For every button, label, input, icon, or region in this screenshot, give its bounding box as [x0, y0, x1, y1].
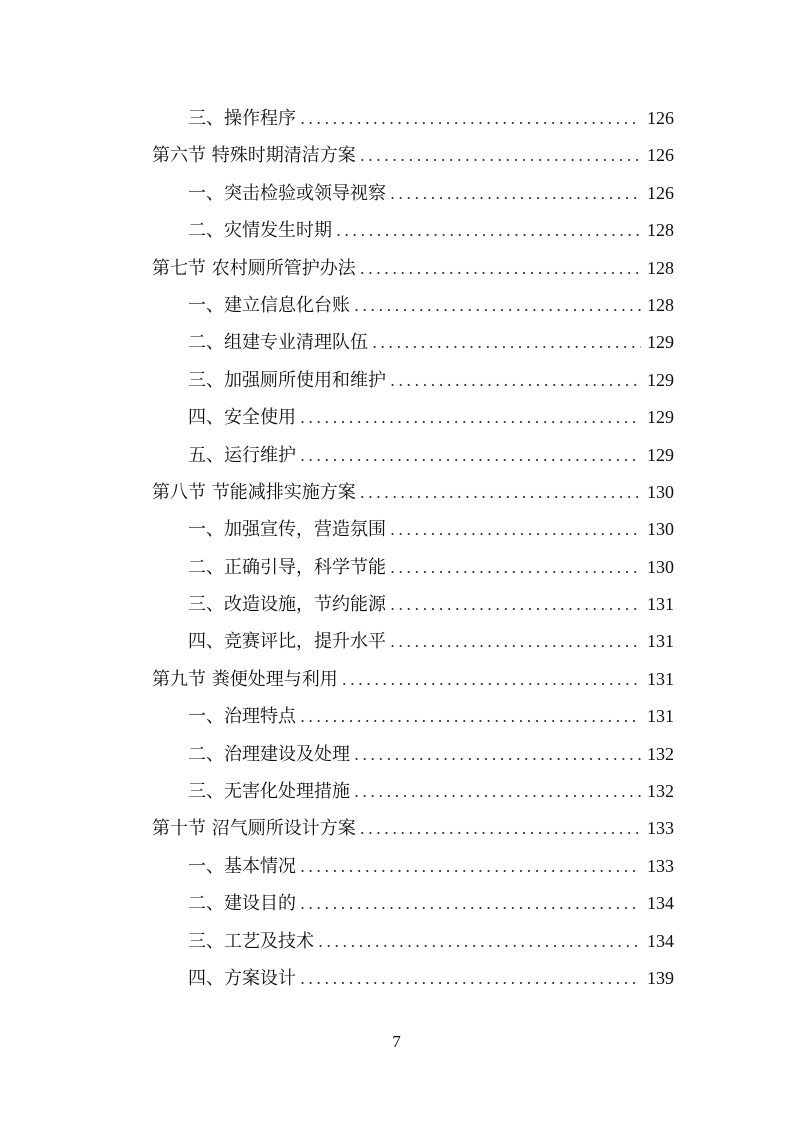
dot-leader [390, 175, 641, 212]
table-of-contents [152, 100, 674, 997]
toc-entry[interactable] [152, 848, 674, 885]
dot-leader [354, 736, 641, 773]
toc-entry-page: 128 [647, 294, 674, 315]
toc-entry-title: 第九节 粪便处理与利用 [152, 668, 338, 690]
toc-entry[interactable] [152, 212, 674, 249]
toc-entry-page: 132 [647, 743, 674, 764]
dot-leader [390, 623, 641, 660]
dot-leader [390, 511, 641, 548]
dot-leader [372, 324, 641, 361]
toc-entry-page: 134 [647, 893, 674, 914]
toc-entry-title: 三、工艺及技术 [188, 930, 314, 952]
toc-entry-page: 130 [647, 481, 674, 502]
toc-entry[interactable] [152, 960, 674, 997]
dot-leader [300, 848, 641, 885]
toc-entry-page: 126 [647, 108, 674, 128]
dot-leader [390, 549, 641, 586]
toc-entry-title: 四、安全使用 [188, 407, 296, 429]
toc-entry-title: 四、竞赛评比，提升水平 [188, 631, 386, 653]
toc-entry-page: 129 [647, 332, 674, 353]
toc-entry-title: 一、突击检验或领导视察 [188, 182, 386, 204]
toc-entry-title: 一、基本情况 [188, 855, 296, 877]
toc-entry[interactable] [152, 399, 674, 436]
toc-entry[interactable] [152, 362, 674, 399]
dot-leader [360, 810, 641, 847]
toc-entry-title: 一、治理特点 [188, 706, 296, 728]
toc-entry-page: 130 [647, 556, 674, 577]
toc-entry[interactable] [152, 137, 674, 174]
dot-leader [300, 437, 641, 474]
toc-entry[interactable] [152, 586, 674, 623]
toc-entry[interactable] [152, 810, 674, 847]
toc-entry-page: 126 [647, 182, 674, 203]
toc-entry-page: 133 [647, 818, 674, 839]
toc-entry[interactable] [152, 511, 674, 548]
toc-entry-page: 131 [647, 631, 674, 652]
toc-entry-title: 一、建立信息化台账 [188, 294, 350, 316]
toc-entry-page: 131 [647, 706, 674, 727]
toc-entry[interactable] [152, 437, 674, 474]
toc-entry-page: 128 [647, 220, 674, 241]
toc-entry-title: 三、改造设施，节约能源 [188, 594, 386, 616]
toc-entry-page: 132 [647, 781, 674, 802]
toc-entry[interactable] [152, 923, 674, 960]
toc-entry-page: 129 [647, 444, 674, 465]
toc-entry[interactable] [152, 661, 674, 698]
toc-entry[interactable] [152, 885, 674, 922]
toc-entry[interactable] [152, 736, 674, 773]
toc-entry-page: 129 [647, 407, 674, 428]
dot-leader [354, 287, 641, 324]
page-number: 7 [392, 1032, 401, 1051]
toc-entry-title: 第七节 农村厕所管护办法 [152, 257, 356, 279]
toc-entry-title: 第八节 节能减排实施方案 [152, 481, 356, 503]
toc-entry-page: 131 [647, 668, 674, 689]
toc-entry-title: 四、方案设计 [188, 967, 296, 989]
toc-entry[interactable] [152, 623, 674, 660]
toc-entry-title: 二、治理建设及处理 [188, 743, 350, 765]
toc-entry-page: 130 [647, 519, 674, 540]
toc-entry[interactable] [152, 287, 674, 324]
toc-entry-page: 133 [647, 855, 674, 876]
dot-leader [342, 661, 641, 698]
dot-leader [360, 137, 641, 174]
dot-leader [300, 960, 641, 997]
toc-entry-page: 139 [647, 967, 674, 988]
dot-leader [360, 474, 641, 511]
toc-entry-title: 一、加强宣传，营造氛围 [188, 519, 386, 541]
dot-leader [300, 698, 641, 735]
toc-entry-title: 二、建设目的 [188, 893, 296, 915]
dot-leader [300, 399, 641, 436]
toc-entry[interactable] [152, 549, 674, 586]
dot-leader [318, 923, 641, 960]
toc-entry[interactable] [152, 698, 674, 735]
toc-entry-title: 二、正确引导，科学节能 [188, 556, 386, 578]
dot-leader [336, 212, 641, 249]
toc-entry-title: 第十节 沼气厕所设计方案 [152, 818, 356, 840]
toc-entry-page: 128 [647, 257, 674, 278]
toc-entry-title: 三、操作程序 [188, 108, 296, 129]
toc-entry-title: 三、加强厕所使用和维护 [188, 369, 386, 391]
dot-leader [354, 773, 641, 810]
dot-leader [300, 885, 641, 922]
toc-entry-title: 二、组建专业清理队伍 [188, 332, 368, 354]
toc-entry-title: 三、无害化处理措施 [188, 781, 350, 803]
dot-leader [360, 250, 641, 287]
dot-leader [390, 586, 641, 623]
toc-entry-title: 五、运行维护 [188, 444, 296, 466]
toc-entry-page: 129 [647, 369, 674, 390]
toc-entry-page: 126 [647, 145, 674, 166]
toc-entry[interactable] [152, 175, 674, 212]
toc-entry-page: 131 [647, 594, 674, 615]
dot-leader [300, 100, 641, 137]
toc-entry-title: 第六节 特殊时期清洁方案 [152, 145, 356, 167]
dot-leader [390, 362, 641, 399]
toc-entry-page: 134 [647, 930, 674, 951]
toc-entry[interactable] [152, 773, 674, 810]
toc-entry[interactable] [152, 250, 674, 287]
toc-entry[interactable] [152, 474, 674, 511]
toc-entry[interactable] [152, 324, 674, 361]
toc-entry-title: 二、灾情发生时期 [188, 220, 332, 242]
toc-entry[interactable] [152, 100, 674, 137]
